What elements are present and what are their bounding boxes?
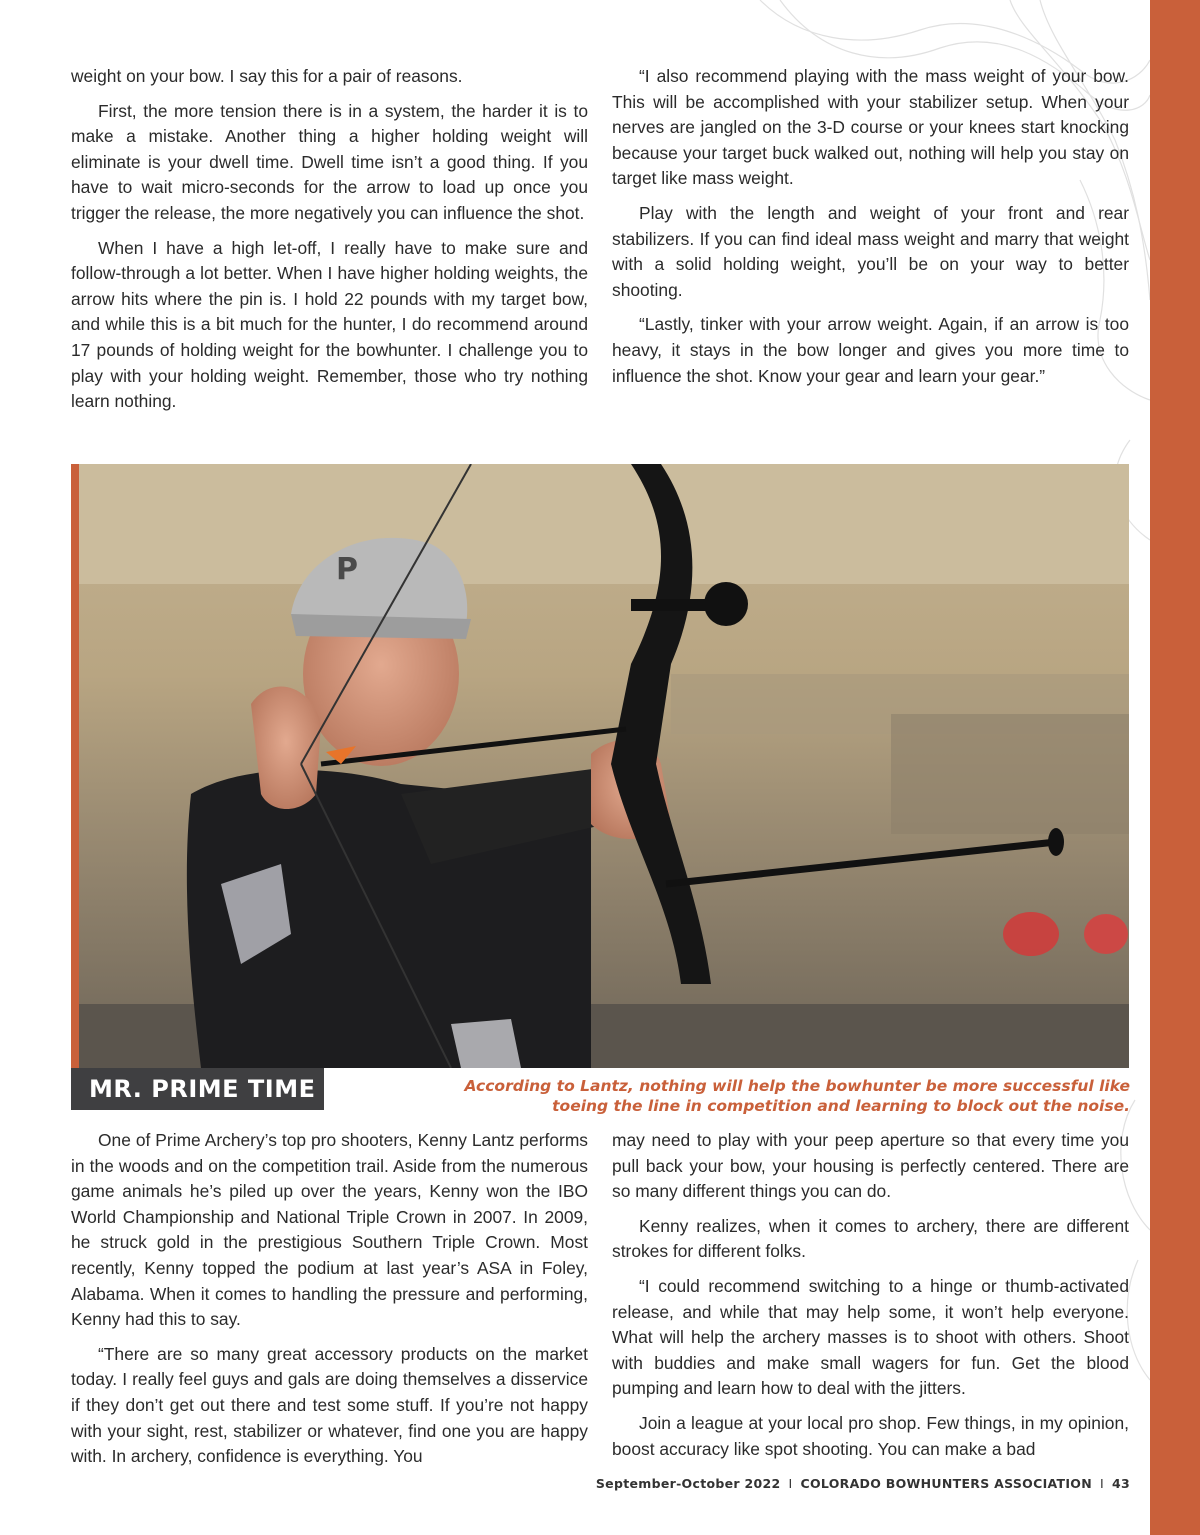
footer-separator: I: [1100, 1476, 1104, 1491]
paragraph: “There are so many great accessory products on the market today. I really feel guys and gals are doing themselves a disservice if they don’t get out there and test some stuff. If you’re not happy with your sight, rest, stabilizer or whatever, find one you are happy with. In archery, confidence is everything. You: [71, 1343, 588, 1467]
paragraph: When I have a high let-off, I really have to make sure and follow-through a lot better. When I have higher holding weights, the arrow hits where the pin is. I hold 22 pounds with my target bow, and while this is a bit much for the hunter, I do recommend around 17 pounds of holding weight for the bowhunter. I challenge you to play with your holding weight. Remember, those who try nothing learn nothing.: [71, 237, 588, 412]
photo-title-tab: MR. PRIME TIME: [71, 1068, 324, 1110]
paragraph: “Lastly, tinker with your arrow weight. Again, if an arrow is too heavy, it stays in the bow longer and gives you more time to influence the shot. Know your gear and learn your gear.”: [612, 314, 1129, 386]
paragraph: may need to play with your peep aperture so that every time you pull back your bow, your housing is perfectly centered. There are so many different things you can do.: [612, 1130, 1129, 1202]
paragraph: “I could recommend switching to a hinge or thumb-activated release, and while that may help some, it won’t help everyone. What will help the archery masses is to shoot with others. Shoot with buddies and make small wagers for fun. Get the blood pumping and learn how to deal with the jitters.: [612, 1275, 1129, 1399]
paragraph: One of Prime Archery’s top pro shooters, Kenny Lantz performs in the woods and on the competition trail. Aside from the numerous game animals he’s piled up over the years, Kenny won the IBO World Championship and National Triple Crown in 2007. In 2009, he struck gold in the prestigious Southern Triple Crown. Most recently, Kenny topped the podium at last year’s ASA in Foley, Alabama. When it comes to handling the pressure and performing, Kenny had this to say.: [71, 1130, 588, 1330]
paragraph: Kenny realizes, when it comes to archery, there are different strokes for different folks.: [612, 1215, 1129, 1262]
orange-side-bar: [1150, 0, 1200, 1535]
svg-text:P: P: [336, 552, 358, 587]
paragraph: weight on your bow. I say this for a pair of reasons.: [71, 66, 463, 86]
footer-separator: I: [788, 1476, 793, 1491]
article-column-bottom-left: [71, 1128, 588, 1479]
page-footer: [560, 1476, 1130, 1491]
caption-line: According to Lantz, nothing will help the bowhunter be more successful like: [464, 1077, 1130, 1095]
paragraph: Play with the length and weight of your front and rear stabilizers. If you can find ideal mass weight and marry that weight with a solid holding weight, you’ll be on your way to better shooting.: [612, 202, 1129, 300]
archer-photo: [71, 464, 1129, 1068]
photo-accent-edge: [71, 464, 79, 1068]
issue-date: September-October 2022: [595, 1476, 781, 1491]
page-number: 43: [1112, 1476, 1130, 1491]
article-column-top-right: [612, 64, 1129, 398]
paragraph: “I also recommend playing with the mass weight of your bow. This will be accomplished with your stabilizer setup. When your nerves are jangled on the 3-D course or your knees start knocking because your target buck walked out, nothing will help you stay on target like mass weight.: [612, 66, 1129, 189]
paragraph: First, the more tension there is in a system, the harder it is to make a mistake. Another thing a higher holding weight will eliminate is your dwell time. Dwell time isn’t a good thing. If you have to wait micro-seconds for the arrow to load up once you trigger the release, the more negatively you can influence the shot.: [71, 100, 588, 223]
article-column-bottom-right: [612, 1128, 1129, 1471]
publication-name: COLORADO BOWHUNTERS ASSOCIATION: [800, 1476, 1092, 1491]
caption-line: toeing the line in competition and learning to block out the noise.: [552, 1097, 1130, 1115]
paragraph: Join a league at your local pro shop. Few things, in my opinion, boost accuracy like spot shooting. You can make a bad: [612, 1412, 1129, 1459]
photo-caption: [380, 1076, 1130, 1116]
article-column-top-left: [71, 64, 588, 424]
